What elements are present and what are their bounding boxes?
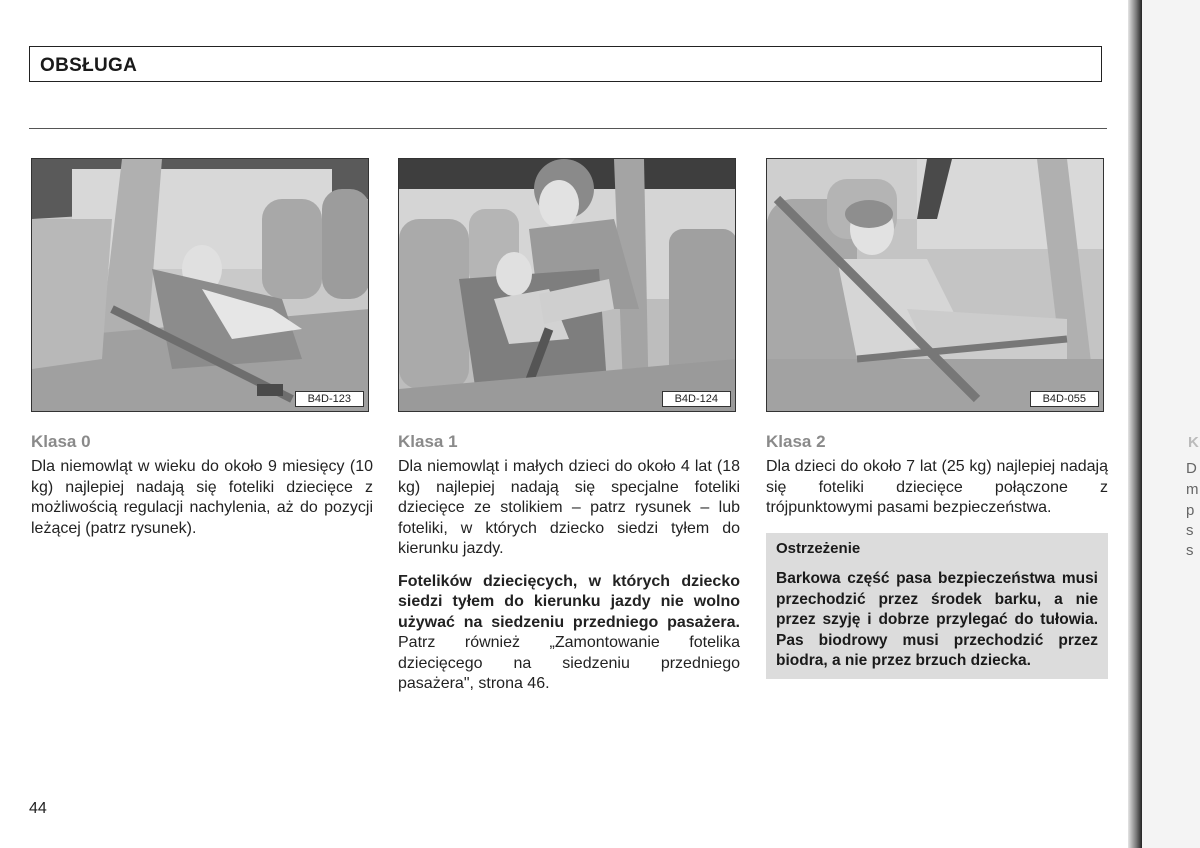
- edge-letter: s: [1186, 522, 1194, 539]
- column-warning-paragraph: [398, 572, 740, 695]
- section-header-box: [29, 46, 1102, 82]
- infant-rear-facing-seat-illustration: [32, 159, 369, 412]
- warning-text: Barkowa część pasa bezpieczeństwa musi przechodzić przez środek barku, a nie przez szyję i dobrze przylegać do tułowia. Pas biodrowy musi przechodzić przez biodra, a nie przez brzuch dziecka.: [776, 570, 1098, 669]
- warning-box: [766, 533, 1108, 679]
- warning-title: Ostrzeżenie: [776, 539, 861, 557]
- edge-letter: p: [1186, 502, 1195, 519]
- figure-klasa-0: [31, 158, 369, 412]
- book-spine: [1128, 0, 1142, 848]
- column-klasa-0: [31, 432, 373, 539]
- edge-letter: s: [1186, 542, 1194, 559]
- figure-klasa-2: [766, 158, 1104, 412]
- page-number: 44: [29, 800, 47, 817]
- edge-letter: K: [1188, 434, 1199, 451]
- section-title: OBSŁUGA: [40, 55, 138, 76]
- header-rule: [29, 128, 1107, 129]
- edge-letter: D: [1186, 460, 1197, 477]
- column-heading: Klasa 2: [766, 432, 826, 451]
- child-seat-with-tray-illustration: [399, 159, 736, 412]
- figure-code: B4D-123: [295, 391, 364, 407]
- bold-warning-text: Fotelików dziecięcych, w których dziecko siedzi tyłem do kierunku jazdy nie wolno używać na siedzeniu przedniego pasażera.: [398, 572, 740, 631]
- column-body: Dla dzieci do około 7 lat (25 kg) najlepiej nadają się foteliki dziecięce połączone z trójpunktowymi pasami bezpieczeństwa.: [766, 458, 1108, 516]
- booster-seat-with-belt-illustration: [767, 159, 1104, 412]
- column-klasa-1: [398, 432, 740, 695]
- column-klasa-2: [766, 432, 1108, 679]
- column-body: Dla niemowląt i małych dzieci do około 4 lat (18 kg) najlepiej nadają się specjalne foteliki dziecięce ze stolikiem – patrz rysunek – lub foteliki, w których dziecko siedzi tyłem do kierunku jazdy.: [398, 458, 740, 557]
- adjacent-page-edge: [1142, 0, 1200, 848]
- column-heading: Klasa 1: [398, 432, 458, 451]
- figure-code: B4D-124: [662, 391, 731, 407]
- edge-letter: m: [1186, 481, 1199, 498]
- column-body: Dla niemowląt w wieku do około 9 miesięcy (10 kg) najlepiej nadają się foteliki dziecięce z możliwością regulacji nachylenia, aż do pozycji leżącej (patrz rysunek).: [31, 458, 373, 537]
- column-heading: Klasa 0: [31, 432, 91, 451]
- figure-klasa-1: [398, 158, 736, 412]
- figure-code: B4D-055: [1030, 391, 1099, 407]
- reference-text: Patrz również „Zamontowanie fotelika dziecięcego na siedzeniu przedniego pasażera", strona 46.: [398, 634, 740, 692]
